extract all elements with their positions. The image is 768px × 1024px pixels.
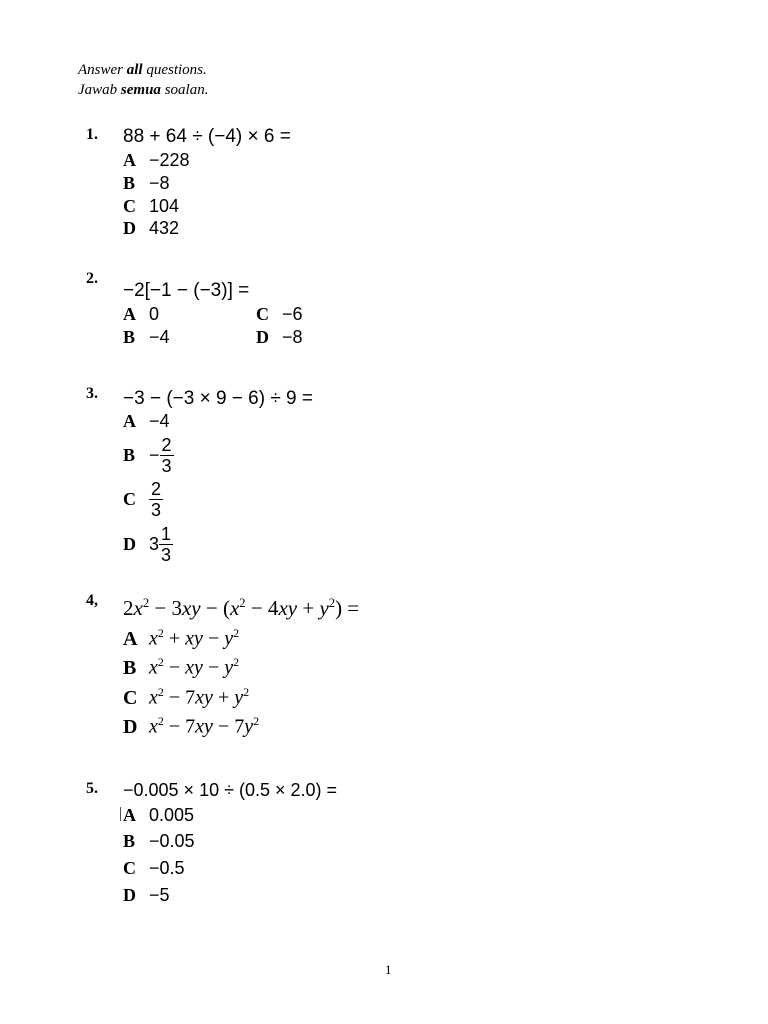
question-5-number: 5.	[86, 780, 98, 797]
question-3-option-b[interactable]: B − $\frac{2}{3}$	[123, 435, 172, 476]
question-2-option-c[interactable]: C −6	[256, 304, 303, 324]
page-number: 1	[385, 962, 392, 977]
question-2-option-a[interactable]: A 0	[123, 304, 160, 324]
question-3-number: 3.	[86, 385, 98, 402]
question-2-number: 2.	[86, 270, 98, 287]
question-5-option-c[interactable]: C −0.5	[123, 858, 185, 878]
question-4-number: 4,	[86, 592, 98, 609]
instruction-english: Answer all questions.	[78, 62, 207, 78]
question-4-option-a[interactable]: A $x^2$ + xy − $y^2$	[123, 626, 240, 650]
question-4-option-b[interactable]: B $x^2$ − xy − $y^2$	[123, 655, 240, 679]
question-2-option-d[interactable]: D −8	[256, 327, 303, 347]
fraction: $\frac{1}{3}$	[161, 524, 172, 565]
question-5-option-a[interactable]: A 0.005	[123, 805, 195, 825]
question-3-option-d[interactable]: D 3 $\frac{1}{3}$	[123, 524, 172, 565]
question-5-option-b[interactable]: B −0.05	[123, 831, 195, 851]
question-3-text: −3 − (−3 × 9 − 6) ÷ 9 =	[123, 388, 313, 409]
question-4-option-d[interactable]: D $x^2 - 7xy - 7y^2$	[123, 714, 260, 738]
question-3-option-a[interactable]: A −4	[123, 411, 170, 431]
question-4-text: $2x^2 - 3xy - (x^2 - 4xy + y^2)$ =	[123, 596, 360, 620]
question-1-number: 1.	[86, 126, 98, 143]
question-4-option-c[interactable]: C $x^2 - 7xy + y^2$	[123, 685, 250, 709]
question-1-option-c[interactable]: C 104	[123, 196, 180, 216]
fraction: $\frac{2}{3}$	[161, 435, 172, 476]
margin-mark	[120, 807, 121, 821]
question-3-option-c[interactable]: C $\frac{2}{3}$	[123, 479, 162, 520]
question-1-option-d[interactable]: D 432	[123, 218, 180, 238]
question-1-option-b[interactable]: B −8	[123, 173, 170, 193]
fraction: $\frac{2}{3}$	[151, 479, 162, 520]
question-1-option-a[interactable]: A −228	[123, 150, 190, 170]
question-5-text: −0.005 × 10 ÷ (0.5 × 2.0) =	[123, 780, 338, 800]
question-5-option-d[interactable]: D −5	[123, 885, 170, 905]
instruction-malay: Jawab semua soalan.	[78, 82, 209, 98]
question-2-text: −2[−1 − (−3)] =	[123, 280, 250, 301]
question-1-text: 88 + 64 ÷ (−4) × 6 =	[123, 126, 291, 147]
question-2-option-b[interactable]: B −4	[123, 327, 170, 347]
